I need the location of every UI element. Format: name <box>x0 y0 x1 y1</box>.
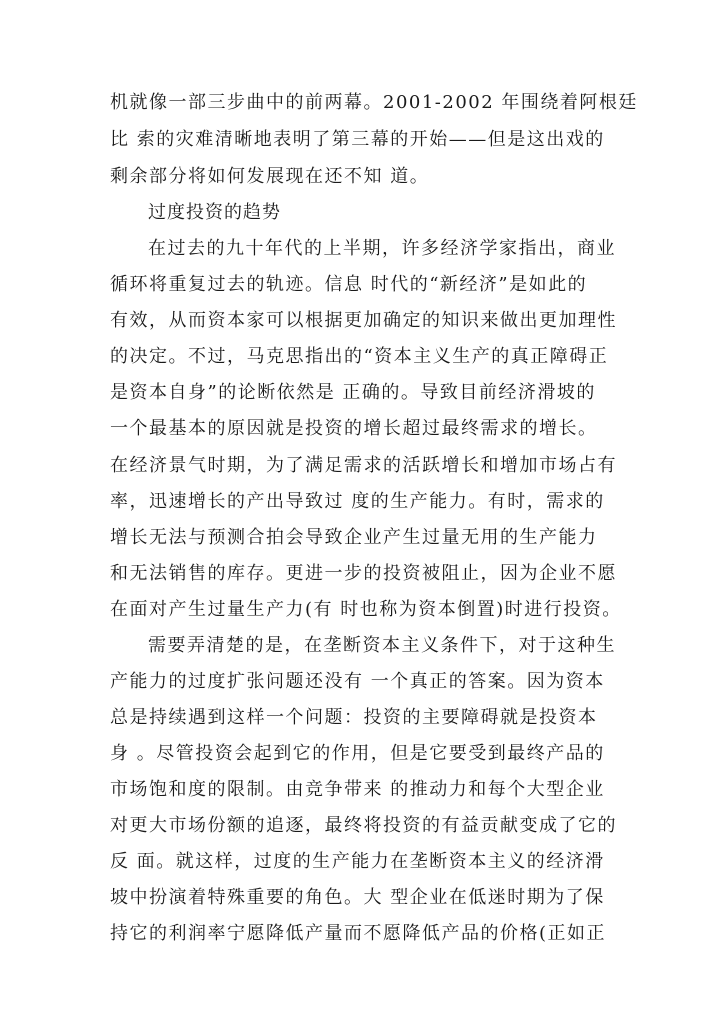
text-line: 一个最基本的原因就是投资的增长超过最终需求的增长。 <box>110 418 598 439</box>
text-line: 在经济景气时期，为了满足需求的活跃增长和增加市场占有 <box>110 455 617 476</box>
text-line: 机就像一部三步曲中的前两幕。2001-2002 年围绕着阿根廷 <box>110 92 638 113</box>
text-line: 循环将重复过去的轨迹。信息 时代的“新经济”是如此的 <box>110 274 588 295</box>
text-line: 反 面。就这样，过度的生产能力在垄断资本主义的经济滑 <box>110 851 605 872</box>
text-line: 有效，从而资本家可以根据更加确定的知识来做出更加理性 <box>110 310 617 331</box>
text-line: 在面对产生过量生产力(有 时也称为资本倒置)时进行投资。 <box>110 599 622 620</box>
text-line: 身 。尽管投资会起到它的作用，但是它要受到最终产品的 <box>110 743 605 764</box>
text-line: 在过去的九十年代的上半期，许多经济学家指出，商业 <box>148 238 616 259</box>
text-line: 和无法销售的库存。更进一步的投资被阻止，因为企业不愿 <box>110 563 617 584</box>
text-line: 市场饱和度的限制。由竞争带来 的推动力和每个大型企业 <box>110 779 605 800</box>
text-line: 剩余部分将如何发展现在还不知 道。 <box>110 166 430 187</box>
text-line: 需要弄清楚的是，在垄断资本主义条件下，对于这种生 <box>148 635 616 656</box>
section-heading: 过度投资的趋势 <box>148 202 281 223</box>
text-line: 坡中扮演着特殊重要的角色。大 型企业在低迷时期为了保 <box>110 887 605 908</box>
text-line: 率，迅速增长的产出导致过 度的生产能力。有时，需求的 <box>110 491 605 512</box>
text-line: 是资本自身”的论断依然是 正确的。导致目前经济滑坡的 <box>110 382 596 403</box>
text-line: 总是持续遇到这样一个问题：投资的主要障碍就是投资本 <box>110 707 598 728</box>
text-line: 持它的利润率宁愿降低产量而不愿降低产品的价格(正如正 <box>110 923 607 944</box>
text-line: 增长无法与预测合拍会导致企业产生过量无用的生产能力 <box>110 527 598 548</box>
text-line: 比 索的灾难清晰地表明了第三幕的开始——但是这出戏的 <box>110 129 605 150</box>
text-line: 产能力的过度扩张问题还没有 一个真正的答案。因为资本 <box>110 671 605 692</box>
text-line: 对更大市场份额的追逐，最终将投资的有益贡献变成了它的 <box>110 815 617 836</box>
text-line: 的决定。不过，马克思指出的“资本主义生产的真正障碍正 <box>110 346 609 367</box>
